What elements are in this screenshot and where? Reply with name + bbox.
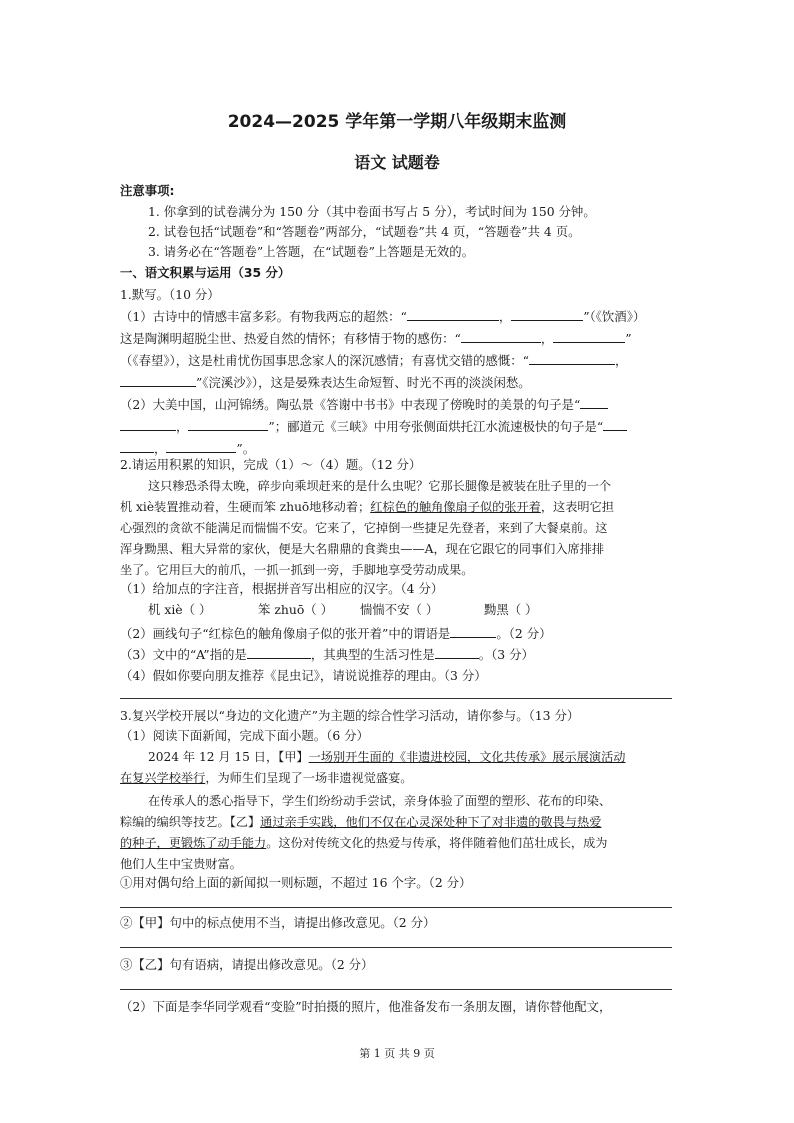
sub-question: （4）假如你要向朋友推荐《昆虫记》，请说说推荐的理由。（3 分）: [120, 668, 487, 683]
sub-question: ①用对偶句给上面的新闻拟一则标题，不超过 16 个字。（2 分）: [120, 875, 472, 890]
sub-question: （1）阅读下面新闻，完成下面小题。（6 分）: [120, 728, 369, 743]
sub-question: （1）给加点的字注音，根据拼音写出相应的汉字。（4 分）: [120, 581, 444, 596]
sub-question: （3）文中的“A”指的是 ，其典型的生活习性是 。（3 分）: [120, 647, 534, 662]
news-line: 的种子，更锻炼了动手能力。这份对传统文化的热爱与传承，将伴随着他们茁壮成长，成为: [120, 836, 608, 850]
sub-question: （2）画线句子“红棕色的触角像扇子似的张开着”中的谓语是 。（2 分）: [120, 626, 552, 641]
question-line: 这是陶渊明超脱尘世、热爱自然的情怀；有移情于物的感伤：“ ， ”: [120, 331, 632, 346]
pinyin-item: 惴惴不安（ ）: [360, 602, 439, 617]
notice-item: 1. 你拿到的试卷满分为 150 分（其中卷面书写占 5 分），考试时间为 150 分钟。: [148, 204, 596, 219]
notice-item: 2. 试卷包括“试题卷”和“答题卷”两部分，“试题卷”共 4 页，“答题卷”共 4 页。: [148, 224, 581, 239]
news-line: 他们人生中宝贵财富。: [120, 857, 242, 871]
passage-line: 机 xiè装置推动着，生硬而笨 zhuō地移动着；红棕色的触角像扇子似的张开着，这表明它担: [120, 500, 614, 514]
sub-question: ②【甲】句中的标点使用不当，请提出修改意见。（2 分）: [120, 915, 436, 930]
sub-question: （2）下面是李华同学观看“变脸”时拍摄的照片，他准备发布一条朋友圈，请你替他配文，: [120, 999, 612, 1014]
news-line: 2024 年 12 月 15 日，【甲】一场别开生面的《非遗进校园，文化共传承》展示展演活动: [148, 750, 626, 764]
question-line: （《春望》），这是杜甫忧伤国事思念家人的深沉感情；有喜忧交错的感慨：“ ，: [120, 353, 628, 368]
page-title: 2024—2025 学年第一学期八年级期末监测: [227, 112, 567, 132]
question-title: 1.默写。（10 分）: [120, 287, 220, 302]
question-title: 2.请运用积累的知识，完成（1）～（4）题。（12 分）: [120, 457, 422, 472]
news-line: 在复兴学校举行，为师生们呈现了一场非遗视觉盛宴。: [120, 771, 413, 785]
answer-line: [120, 698, 672, 699]
question-line: ， ”。: [120, 440, 255, 458]
answer-line: [120, 907, 672, 908]
question-line: ， ”；郦道元《三峡》中用夸张侧面烘托江水流速极快的句子是“: [120, 418, 627, 436]
question-line: （1）古诗中的情感丰富多彩。有物我两忘的超然：“ ， ”（《饮酒》）: [120, 309, 646, 324]
question-line: ”《浣溪沙》），这是晏殊表达生命短暂、时光不再的淡淡闲愁。: [120, 374, 531, 392]
passage-line: 浑身黝黑、粗大异常的家伙，便是大名鼎鼎的食粪虫——A，现在它跟它的同事们入席排排: [120, 542, 605, 556]
news-line: 粽编的编织等技艺。【乙】通过亲手实践，他们不仅在心灵深处种下了对非遗的敬畏与热爱: [120, 815, 602, 829]
passage-line: 坐了。它用巨大的前爪，一抓一抓到一旁，手脚地享受劳动成果。: [120, 563, 474, 577]
sub-question: ③【乙】句有语病，请提出修改意见。（2 分）: [120, 957, 374, 972]
news-line: 在传承人的悉心指导下，学生们纷纷动手尝试，亲身体验了面塑的塑形、花布的印染、: [148, 794, 612, 808]
notice-heading: 注意事项:: [120, 183, 175, 198]
answer-line: [120, 989, 672, 990]
passage-line: 心强烈的贪欲不能满足而惴惴不安。它来了，它掉倒一些捷足先登者，来到了大餐桌前。这: [120, 521, 608, 535]
pinyin-item: 机 xiè（ ）: [148, 602, 212, 617]
section-heading: 一、语文积累与运用（35 分）: [120, 265, 291, 280]
question-line: （2）大美中国，山河锦绣。陶弘景《答谢中书书》中表现了傍晚时的美景的句子是“: [120, 396, 608, 414]
notice-item: 3. 请务必在“答题卷”上答题，在“试题卷”上答题是无效的。: [148, 244, 475, 259]
passage-line: 这只糁恐杀得太晚，碎步向乘坝赶来的是什么虫呢？它那长腿像是被装在肚子里的一个: [148, 479, 612, 493]
pinyin-item: 黝黑（ ）: [484, 602, 538, 617]
answer-line: [120, 947, 672, 948]
page-subtitle: 语文 试题卷: [354, 153, 440, 172]
question-title: 3.复兴学校开展以“身边的文化遗产”为主题的综合性学习活动，请你参与。（13 分）: [120, 708, 580, 723]
page-number: 第 1 页 共 9 页: [359, 1047, 435, 1060]
pinyin-item: 笨 zhuō（ ）: [258, 602, 333, 617]
